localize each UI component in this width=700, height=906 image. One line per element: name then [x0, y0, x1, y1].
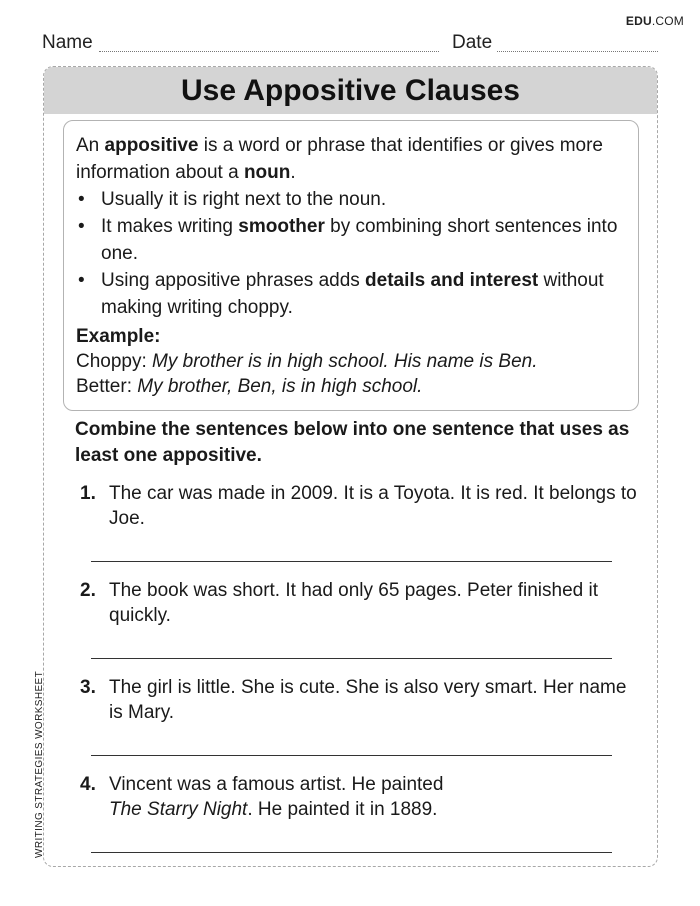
- question-3: [80, 675, 640, 725]
- rule-bold: smoother: [238, 216, 325, 237]
- choppy-text: My brother is in high school. His name is Ben.: [152, 351, 538, 372]
- rule-item: [76, 267, 626, 321]
- name-field[interactable]: [99, 51, 439, 52]
- artwork-title: The Starry Night: [109, 799, 248, 820]
- question-text-pre: Vincent was a famous artist. He painted: [109, 774, 444, 795]
- question-text: The girl is little. She is cute. She is also very smart. Her name is Mary.: [109, 677, 627, 723]
- answer-line-3[interactable]: [91, 755, 612, 756]
- date-field[interactable]: [497, 51, 658, 52]
- better-label: Better:: [76, 376, 138, 397]
- intro-pre: An: [76, 135, 105, 156]
- rule-text: without making writing choppy.: [101, 270, 604, 318]
- answer-line-2[interactable]: [91, 658, 612, 659]
- name-date-row: [42, 32, 658, 54]
- question-number: 4.: [80, 774, 96, 795]
- info-box: [63, 120, 639, 411]
- worksheet-category-label: WRITING STRATEGIES WORKSHEET: [34, 670, 45, 858]
- intro-paragraph: [76, 132, 626, 186]
- question-number: 2.: [80, 580, 96, 601]
- answer-line-4[interactable]: [91, 852, 612, 853]
- rule-item: [76, 213, 626, 267]
- intro-mid: is a word or phrase that identifies or gives more information about a: [76, 135, 603, 183]
- worksheet-title: Use Appositive Clauses: [44, 67, 657, 114]
- question-number: 3.: [80, 677, 96, 698]
- question-text: [109, 772, 640, 822]
- question-text-post: . He painted it in 1889.: [247, 799, 438, 820]
- rules-list: [76, 186, 626, 321]
- rule-item: [76, 186, 626, 213]
- rule-text: It makes writing: [101, 216, 239, 237]
- answer-line-1[interactable]: [91, 561, 612, 562]
- question-1: [80, 481, 640, 531]
- better-text: My brother, Ben, is in high school.: [137, 376, 423, 397]
- intro-end: .: [290, 162, 296, 183]
- question-number: 1.: [80, 483, 96, 504]
- intro-noun: noun: [243, 162, 291, 183]
- worksheet: [43, 66, 658, 867]
- rule-text: Usually it is right next to the noun.: [101, 189, 387, 210]
- name-label: Name: [42, 32, 93, 53]
- logo-rest: .COM: [651, 14, 684, 28]
- rule-text: by combining short sentences into one.: [101, 216, 618, 264]
- question-text: The car was made in 2009. It is a Toyota. It is red. It belongs to Joe.: [109, 483, 637, 529]
- rule-text: Using appositive phrases adds: [101, 270, 366, 291]
- question-text: The book was short. It had only 65 pages. Peter finished it quickly.: [109, 580, 599, 626]
- choppy-label: Choppy:: [76, 351, 153, 372]
- date-label: Date: [452, 32, 493, 53]
- intro-term: appositive: [104, 135, 199, 156]
- example-better: [76, 374, 626, 399]
- question-4: [80, 772, 640, 822]
- edu-logo: [626, 14, 684, 28]
- example-heading: Example:: [76, 326, 161, 347]
- logo-bold: EDU: [625, 14, 652, 28]
- rule-bold: details and interest: [365, 270, 539, 291]
- example-choppy: [76, 349, 626, 374]
- instructions: Combine the sentences below into one sentence that uses as least one appositive.: [75, 419, 630, 466]
- question-2: [80, 578, 640, 628]
